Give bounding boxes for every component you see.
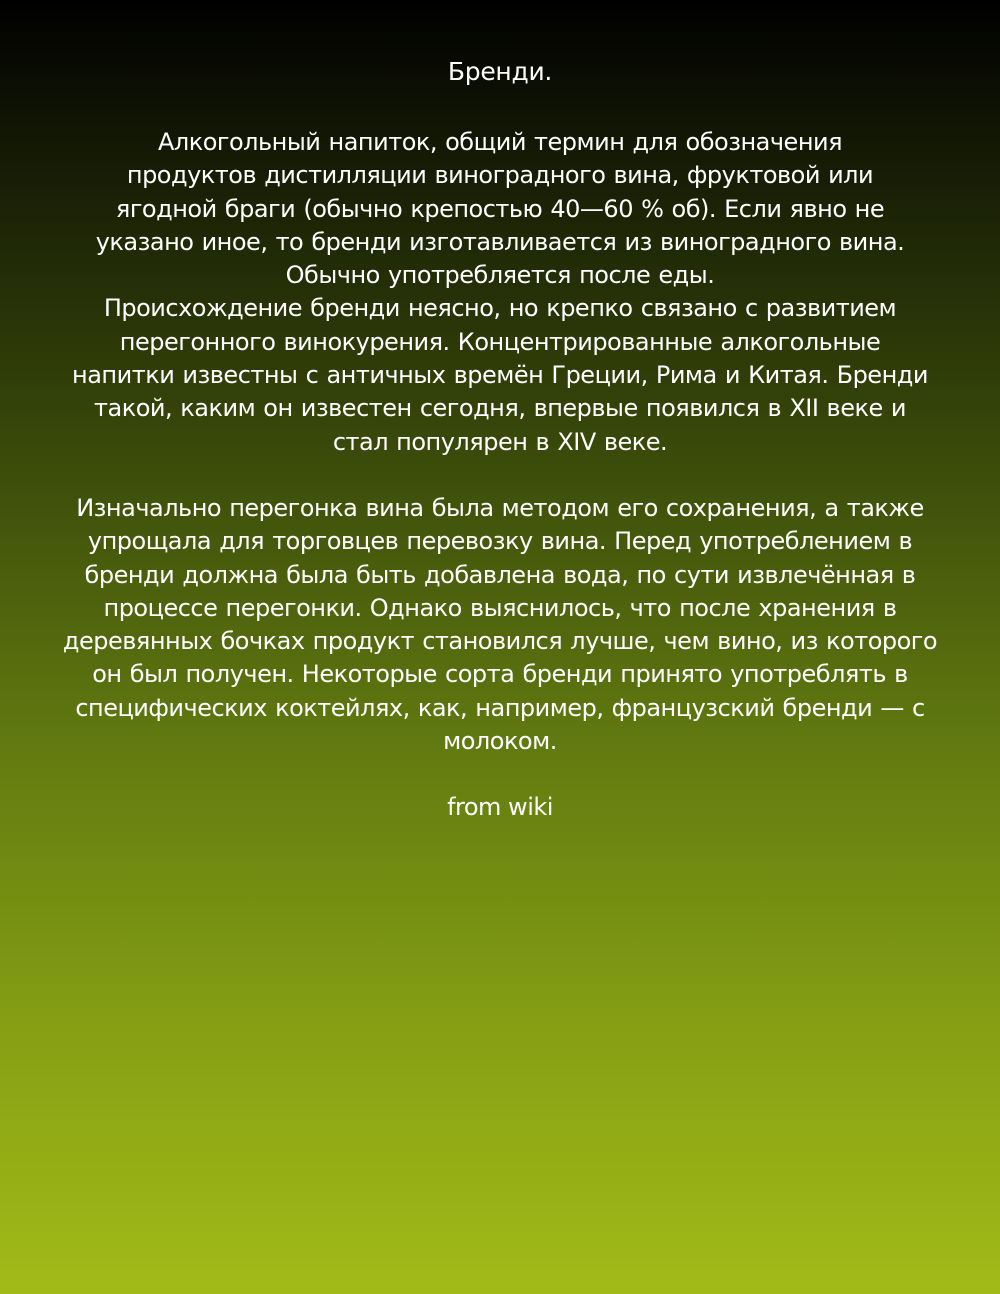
document-title: Бренди. xyxy=(447,57,553,86)
paragraph-origin: Происхождение бренди неясно, но крепко связано с развитием перегонного винокурения. Концентрированные алкогольные напитки известны с античных времён Греции, Рима и Китая. Бренди такой, каким он известен сегодня, впервые появился в XII веке и стал популярен в XIV веке. xyxy=(72,294,928,456)
paragraph-history: Изначально перегонка вина была методом его сохранения, а также упрощала для торговцев перевозку вина. Перед употреблением в бренди должна была быть добавлена вода, по сути извлечённая в процессе перегонки. Однако выяснилось, что после хранения в деревянных бочках продукт становился лучше, чем вино, из которого он был получен. Некоторые сорта бренди принято употреблять в специфических коктейлях, как, например, французский бренди — с молоком. xyxy=(62,493,938,756)
source-note: from wiki xyxy=(447,793,553,822)
paragraph-definition: Алкогольный напиток, общий термин для обозначения продуктов дистилляции виноградного вина, фруктовой или ягодной браги (обычно крепостью 40—60 % об). Если явно не указано иное, то бренди изготавливается из виноградного вина. Обычно употребляется после еды. xyxy=(95,128,905,290)
